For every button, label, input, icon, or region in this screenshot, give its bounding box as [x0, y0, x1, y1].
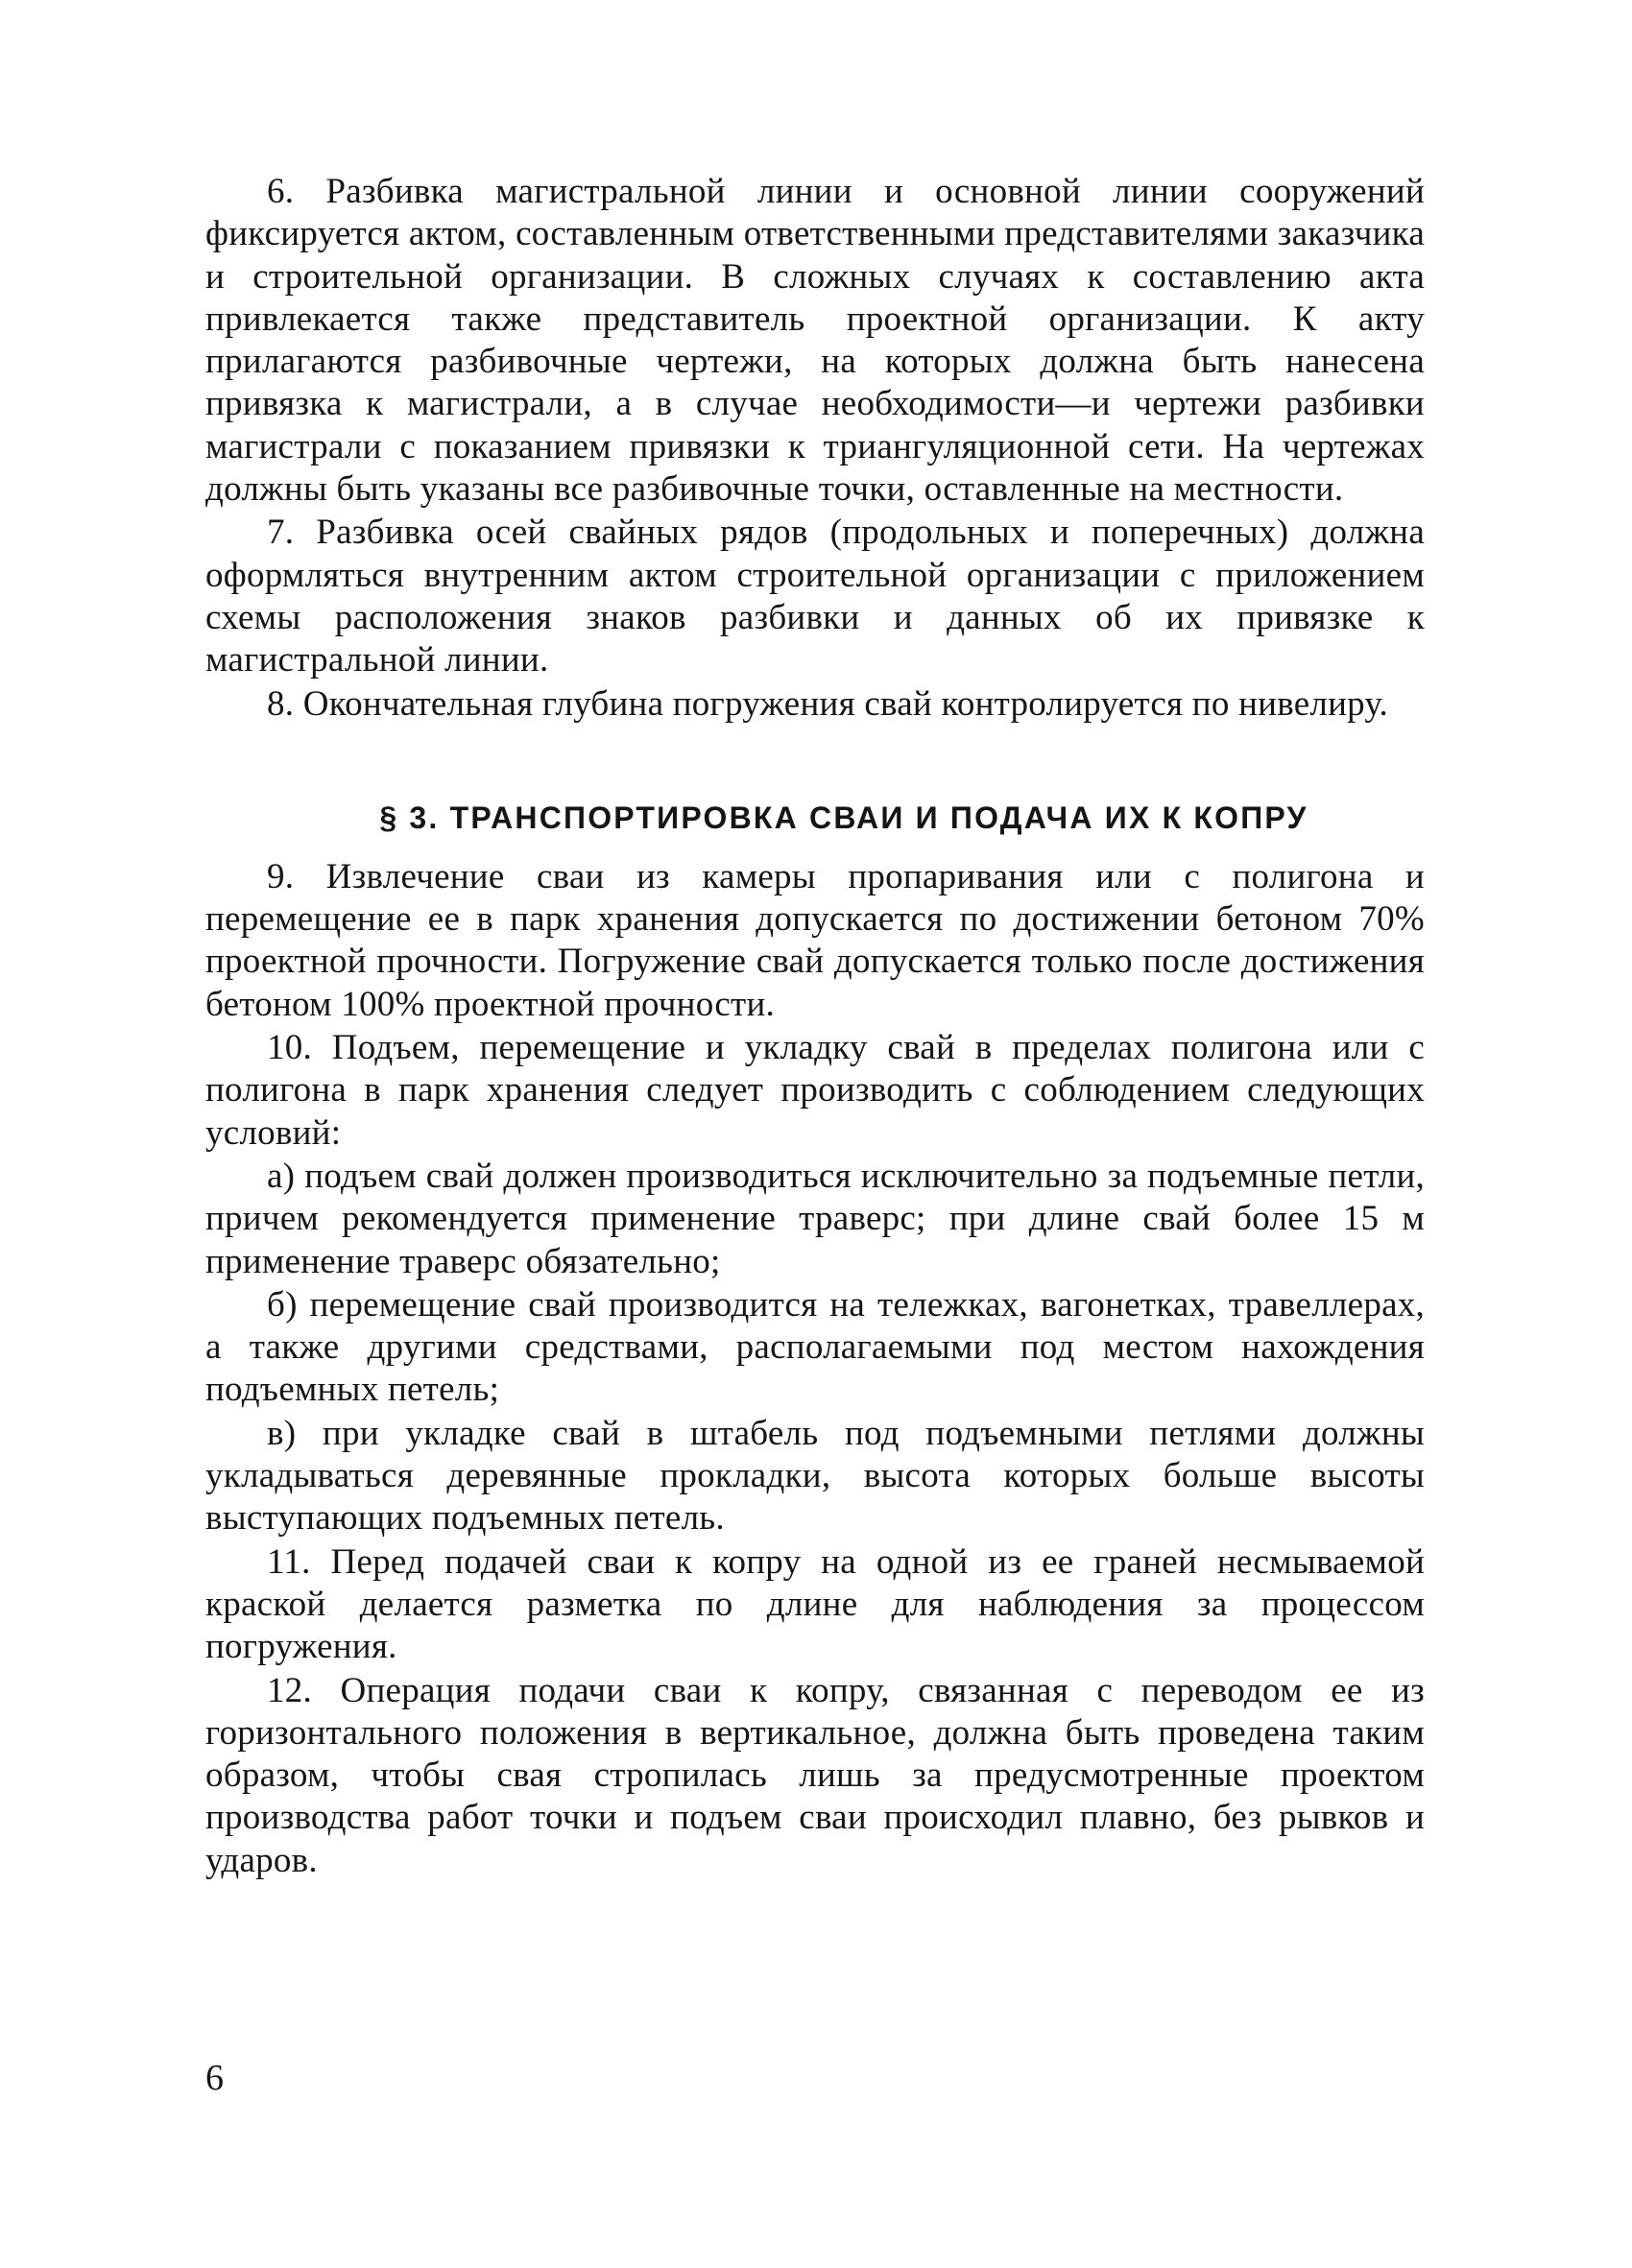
paragraph-11: 11. Перед подачей сваи к копру на одной из ее граней несмываемой краской делается разметка по длине для наблюдения за процессом погружения.: [205, 1541, 1425, 1667]
paragraph-7: 7. Разбивка осей свайных рядов (продольных и поперечных) должна оформляться внутренним актом строительной организации с приложением схемы расположения знаков разбивки и данных об их привязке к магистральной линии.: [205, 513, 1425, 680]
paragraph-8: 8. Окончательная глубина погружения свай контролируется по нивелиру.: [267, 683, 1388, 724]
page-number: 6: [205, 2058, 224, 2098]
paragraph-6: 6. Разбивка магистральной линии и основной линии сооружений фиксируется актом, составленным ответственными представителями заказчика и строительной организации. В сложных случаях к составлению акта привлекается также представитель проектной организации. К акту прилагаются разбивочные чертежи, на которых должна быть нанесена привязка к магистрали, а в случае необходимости—и чертежи разбивки магистрали с показанием привязки к триангуляционной сети. На чертежах должны быть указаны все разбивочные точки, оставленные на местности.: [205, 172, 1425, 510]
paragraph-9: 9. Извлечение сваи из камеры пропаривания или с полигона и перемещение ее в парк хранения допускается по достижении бетоном 70% проектной прочности. Погружение свай допускается только после достижения бетоном 100% проектной прочности.: [205, 856, 1425, 1024]
section-title: § 3. ТРАНСПОРТИРОВКА СВАИ И ПОДАЧА ИХ К КОПРУ: [379, 800, 1308, 835]
paragraph-10b: б) перемещение свай производится на тележках, вагонетках, травеллерах, а также другими средствами, располагаемыми под местом нахождения подъемных петель;: [205, 1284, 1425, 1410]
document-page: [205, 171, 1425, 1882]
paragraph-12: 12. Операция подачи сваи к копру, связанная с переводом ее из горизонтального положения в вертикальное, должна быть проведена таким образом, чтобы свая стропилась лишь за предусмотренные проектом производства работ точки и подъем сваи происходил плавно, без рывков и ударов.: [205, 1670, 1425, 1880]
paragraph-10a: а) подъем свай должен производиться исключительно за подъемные петли, причем рекомендуется применение траверс; при длине свай более 15 м применение траверс обязательно;: [205, 1156, 1425, 1281]
paragraph-10: 10. Подъем, перемещение и укладку свай в пределах полигона или с полигона в парк хранения следует производить с соблюдением следующих условий:: [205, 1028, 1425, 1153]
paragraph-10c: в) при укладке свай в штабель под подъемными петлями должны укладываться деревянные прокладки, высота которых больше высоты выступающих подъемных петель.: [205, 1413, 1425, 1539]
